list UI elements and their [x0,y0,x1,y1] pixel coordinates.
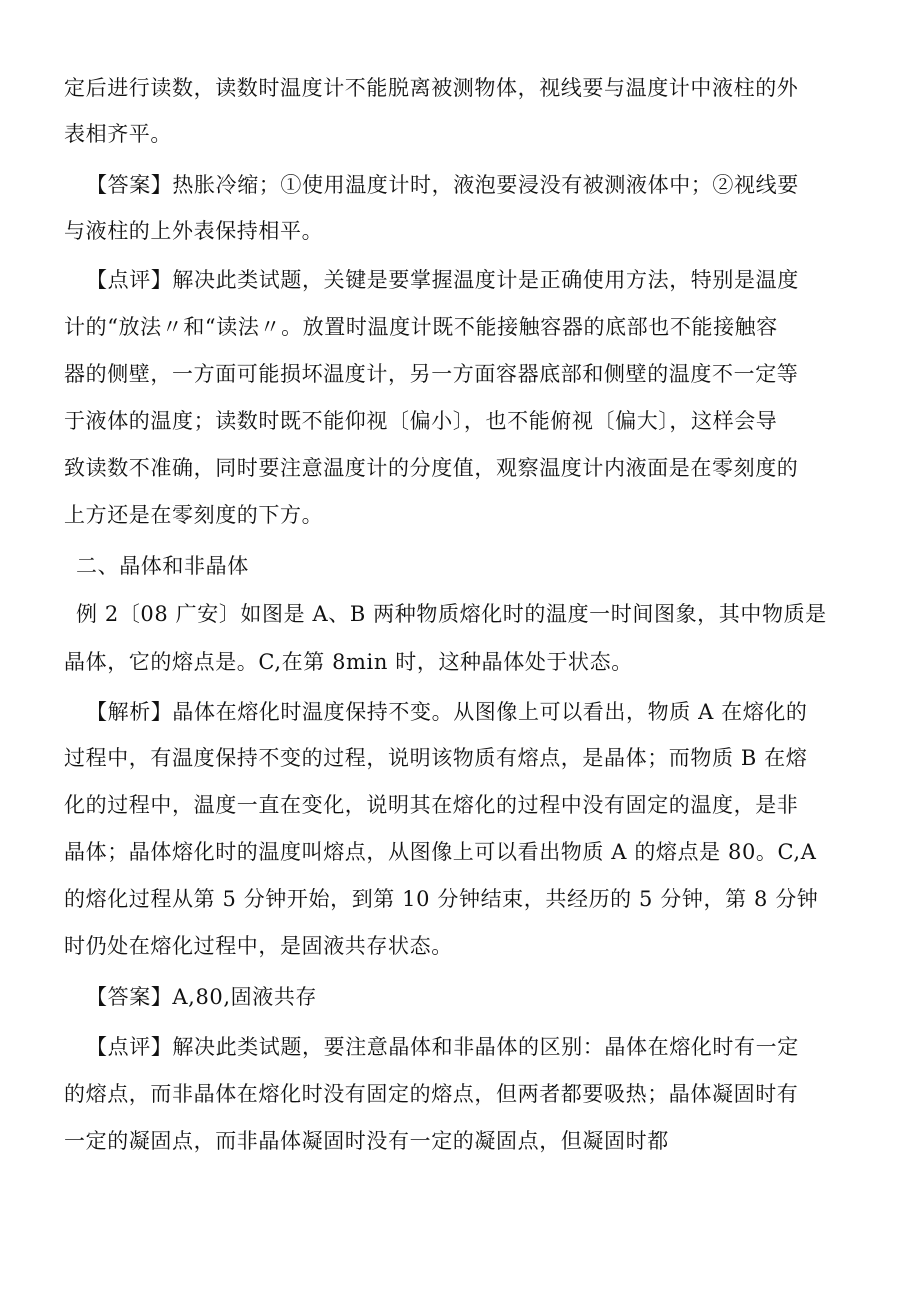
text-line-2: 表相齐平。 [64,122,172,146]
example-line-2: 晶体，它的熔点是。C,在第 8min 时，这种晶体处于状态。 [64,650,633,674]
analysis-line-1: 【解析】晶体在熔化时温度保持不变。从图像上可以看出，物质 A 在熔化的 [86,700,808,724]
comment2-line-2: 的熔点，而非晶体在熔化时没有固定的熔点，但两者都要吸热；晶体凝固时有 [64,1082,799,1106]
section-heading: 二、晶体和非晶体 [76,554,249,578]
comment2-line-3: 一定的凝固点，而非晶体凝固时没有一定的凝固点，但凝固时都 [64,1129,669,1153]
comment-line-6: 上方还是在零刻度的下方。 [64,503,324,527]
comment-line-1: 【点评】解决此类试题，关键是要掌握温度计是正确使用方法，特别是温度 [86,268,799,292]
analysis-line-4: 晶体；晶体熔化时的温度叫熔点，从图像上可以看出物质 A 的熔点是 80。C,A [64,840,817,864]
comment-line-4: 于液体的温度；读数时既不能仰视〔偏小〕，也不能俯视〔偏大〕，这样会导 [64,409,778,433]
comment2-line-1: 【点评】解决此类试题，要注意晶体和非晶体的区别：晶体在熔化时有一定 [86,1035,799,1059]
answer-line-2: 与液柱的上外表保持相平。 [64,219,324,243]
analysis-line-2: 过程中，有温度保持不变的过程，说明该物质有熔点，是晶体；而物质 B 在熔 [64,746,808,770]
answer-line-1: 【答案】热胀冷缩；①使用温度计时，液泡要浸没有被测液体中；②视线要 [86,173,799,197]
comment-line-5: 致读数不准确，同时要注意温度计的分度值，观察温度计内液面是在零刻度的 [64,456,799,480]
answer2-line: 【答案】A,80,固液共存 [86,985,318,1009]
analysis-line-5: 的熔化过程从第 5 分钟开始，到第 10 分钟结束，共经历的 5 分钟，第 8 分钟 [64,887,819,911]
analysis-line-3: 化的过程中，温度一直在变化，说明其在熔化的过程中没有固定的温度，是非 [64,793,799,817]
comment-line-2: 计的“放法〃和“读法〃。放置时温度计既不能接触容器的底部也不能接触容 [64,315,778,339]
comment-line-3: 器的侧壁，一方面可能损坏温度计，另一方面容器底部和侧壁的温度不一定等 [64,362,799,386]
text-line-1: 定后进行读数，读数时温度计不能脱离被测物体，视线要与温度计中液柱的外 [64,76,799,100]
example-line-1: 例 2〔08 广安〕如图是 A、B 两种物质熔化时的温度一时间图象，其中物质是 [76,602,827,626]
analysis-line-6: 时仍处在熔化过程中，是固液共存状态。 [64,934,453,958]
